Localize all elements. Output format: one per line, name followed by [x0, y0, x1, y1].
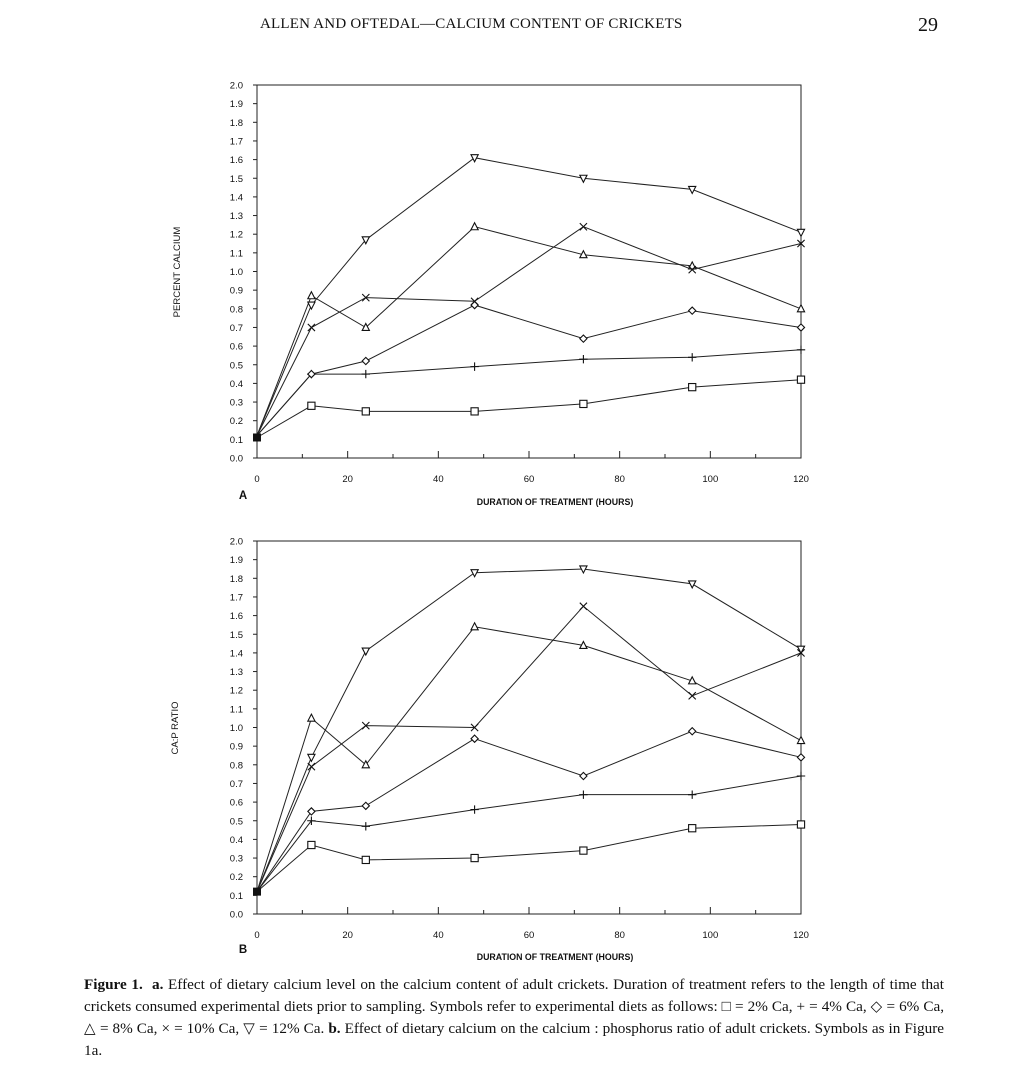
y-axis	[230, 81, 257, 465]
y-tick-label: 1.1	[229, 704, 243, 716]
y-tick-label: 1.8	[229, 117, 243, 129]
series-6pct-ca	[257, 301, 805, 435]
x-axis	[254, 907, 809, 941]
panel-label: B	[238, 944, 248, 956]
y-axis-title: PERCENT CALCIUM	[172, 226, 183, 318]
data-point	[362, 802, 369, 809]
y-tick-label: 1.9	[229, 99, 243, 111]
data-point	[689, 307, 696, 314]
series-12pct-ca	[257, 155, 805, 436]
data-point	[470, 362, 478, 370]
y-tick-label: 1.0	[229, 723, 243, 734]
data-point	[308, 302, 315, 309]
y-tick-label: 0.7	[229, 778, 243, 790]
x-tick-label: 60	[523, 474, 535, 485]
y-tick-label: 1.6	[229, 611, 243, 623]
y-tick-label: 2.0	[229, 80, 243, 92]
series-12pct-ca	[257, 566, 805, 892]
y-tick-label: 1.3	[229, 211, 243, 223]
y-axis	[230, 537, 257, 921]
data-point	[362, 357, 369, 364]
y-tick-label: 0.2	[229, 872, 243, 884]
y-axis-title: CA:P RATIO	[170, 701, 181, 755]
y-tick-label: 1.7	[229, 592, 243, 604]
data-point	[307, 817, 315, 825]
y-tick-label: 1.5	[229, 629, 243, 641]
y-tick-label: 1.6	[229, 155, 243, 167]
data-point	[579, 355, 587, 363]
x-tick-label: 0	[254, 474, 260, 485]
plot-frame	[257, 85, 801, 458]
y-tick-label: 1.3	[229, 667, 243, 679]
caption-figure-label: Figure 1.	[84, 976, 143, 993]
y-tick-label: 0.3	[229, 397, 243, 409]
x-tick-label: 120	[793, 474, 809, 485]
data-point	[580, 772, 587, 779]
y-tick-label: 0.1	[229, 434, 243, 446]
chart-panel-b	[170, 537, 809, 963]
series-4pct-ca	[257, 346, 805, 436]
x-tick-label: 80	[614, 930, 625, 941]
data-point	[308, 841, 315, 848]
series-2pct-ca	[257, 821, 805, 892]
y-tick-label: 0.0	[229, 909, 243, 921]
page-number: 29	[918, 14, 938, 36]
y-tick-label: 0.5	[229, 360, 243, 372]
data-point	[254, 888, 261, 895]
caption-paragraph	[84, 974, 944, 1062]
data-point	[362, 648, 369, 655]
series-line	[257, 569, 801, 892]
data-point	[471, 854, 478, 861]
caption-part-a-label: a.	[152, 976, 164, 993]
series-8pct-ca	[257, 623, 805, 892]
data-point	[689, 825, 696, 832]
series-line	[257, 606, 801, 891]
x-axis-title: DURATION OF TREATMENT (HOURS)	[476, 497, 634, 507]
data-point	[471, 223, 478, 230]
data-point	[362, 856, 369, 863]
caption-part-a-text: Effect of dietary calcium level on the calcium content of adult crickets. Duration of treatment refers to the length of time that crickets consumed experimental diets prior to sampling. Symbols refer to experimental diets as follows: □ = 2% Ca, + = 4% Ca, ◇ = 6% Ca, △ = 8% Ca, × = 10% Ca, ▽ = 12% Ca.	[84, 976, 945, 1037]
x-tick-label: 80	[614, 474, 625, 485]
series-line	[257, 227, 801, 436]
series-line	[257, 825, 801, 892]
caption-part-b-label: b.	[328, 1020, 341, 1037]
data-point	[362, 822, 370, 830]
data-point	[797, 737, 804, 744]
series-2pct-ca	[257, 376, 805, 437]
data-point	[580, 847, 587, 854]
x-tick-label: 20	[342, 930, 353, 941]
x-tick-label: 120	[793, 930, 809, 941]
data-point	[308, 754, 315, 761]
data-point	[689, 384, 696, 391]
data-point	[797, 821, 804, 828]
data-point	[688, 790, 696, 798]
y-tick-label: 1.8	[229, 573, 243, 585]
y-tick-label: 0.5	[229, 816, 243, 828]
series-10pct-ca	[257, 603, 805, 892]
data-point	[580, 603, 587, 610]
series-line	[257, 227, 801, 436]
data-point	[797, 754, 804, 761]
series-8pct-ca	[257, 223, 805, 436]
y-tick-label: 0.8	[229, 760, 243, 772]
series-line	[257, 380, 801, 438]
x-tick-label: 20	[342, 474, 353, 485]
data-point	[471, 408, 478, 415]
panel-label: A	[238, 490, 248, 502]
y-tick-label: 0.9	[229, 741, 243, 753]
data-point	[797, 346, 805, 354]
data-point	[797, 324, 804, 331]
x-tick-label: 100	[702, 930, 719, 941]
x-tick-label: 60	[523, 930, 535, 941]
data-point	[308, 402, 315, 409]
y-tick-label: 0.8	[229, 304, 243, 316]
data-point	[579, 790, 587, 798]
y-tick-label: 0.3	[229, 853, 243, 865]
series-line	[257, 776, 801, 892]
x-tick-label: 40	[433, 930, 444, 941]
data-point	[580, 335, 587, 342]
plot-frame	[257, 541, 801, 914]
y-tick-label: 0.4	[229, 378, 243, 390]
data-point	[254, 434, 261, 441]
series-line	[257, 350, 801, 436]
y-tick-label: 0.0	[229, 453, 243, 465]
series-10pct-ca	[257, 223, 805, 435]
figure-caption	[84, 974, 944, 1062]
y-tick-label: 0.6	[229, 341, 243, 353]
y-tick-label: 1.5	[229, 173, 243, 185]
data-point	[308, 324, 315, 331]
data-point	[797, 229, 804, 236]
y-tick-label: 1.7	[229, 136, 243, 148]
y-tick-label: 1.9	[229, 555, 243, 567]
data-point	[797, 772, 805, 780]
y-tick-label: 0.7	[229, 322, 243, 334]
data-point	[470, 805, 478, 813]
data-point	[471, 623, 478, 630]
data-point	[689, 581, 696, 588]
y-tick-label: 0.9	[229, 285, 243, 297]
series-line	[257, 158, 801, 436]
y-tick-label: 0.4	[229, 834, 243, 846]
y-tick-label: 0.1	[229, 890, 243, 902]
running-title: ALLEN AND OFTEDAL—CALCIUM CONTENT OF CRICKETS	[260, 16, 683, 32]
data-point	[797, 376, 804, 383]
series-6pct-ca	[257, 728, 805, 892]
y-tick-label: 2.0	[229, 536, 243, 548]
data-point	[580, 223, 587, 230]
data-point	[308, 292, 315, 299]
data-point	[471, 570, 478, 577]
x-tick-label: 40	[433, 474, 444, 485]
y-tick-label: 1.2	[229, 229, 243, 241]
y-tick-label: 0.6	[229, 797, 243, 809]
data-point	[689, 728, 696, 735]
series-4pct-ca	[257, 772, 805, 892]
data-point	[688, 353, 696, 361]
data-point	[308, 714, 315, 721]
x-axis	[254, 451, 809, 485]
chart-panel-a	[172, 81, 809, 508]
data-point	[362, 370, 370, 378]
x-tick-label: 100	[702, 474, 719, 485]
data-point	[580, 400, 587, 407]
data-point	[362, 408, 369, 415]
data-point	[471, 735, 478, 742]
caption-part-b-text: Effect of dietary calcium on the calcium : phosphorus ratio of adult crickets. Symbols as in Figure 1a.	[84, 1020, 945, 1059]
data-point	[471, 301, 478, 308]
x-tick-label: 0	[254, 930, 260, 941]
y-tick-label: 1.1	[229, 248, 243, 260]
y-tick-label: 0.2	[229, 416, 243, 428]
y-tick-label: 1.4	[229, 192, 243, 204]
data-point	[689, 692, 696, 699]
x-axis-title: DURATION OF TREATMENT (HOURS)	[476, 952, 634, 962]
y-tick-label: 1.4	[229, 648, 243, 660]
y-tick-label: 1.2	[229, 685, 243, 697]
series-line	[257, 731, 801, 891]
series-line	[257, 305, 801, 436]
y-tick-label: 1.0	[229, 267, 243, 278]
data-point	[308, 808, 315, 815]
